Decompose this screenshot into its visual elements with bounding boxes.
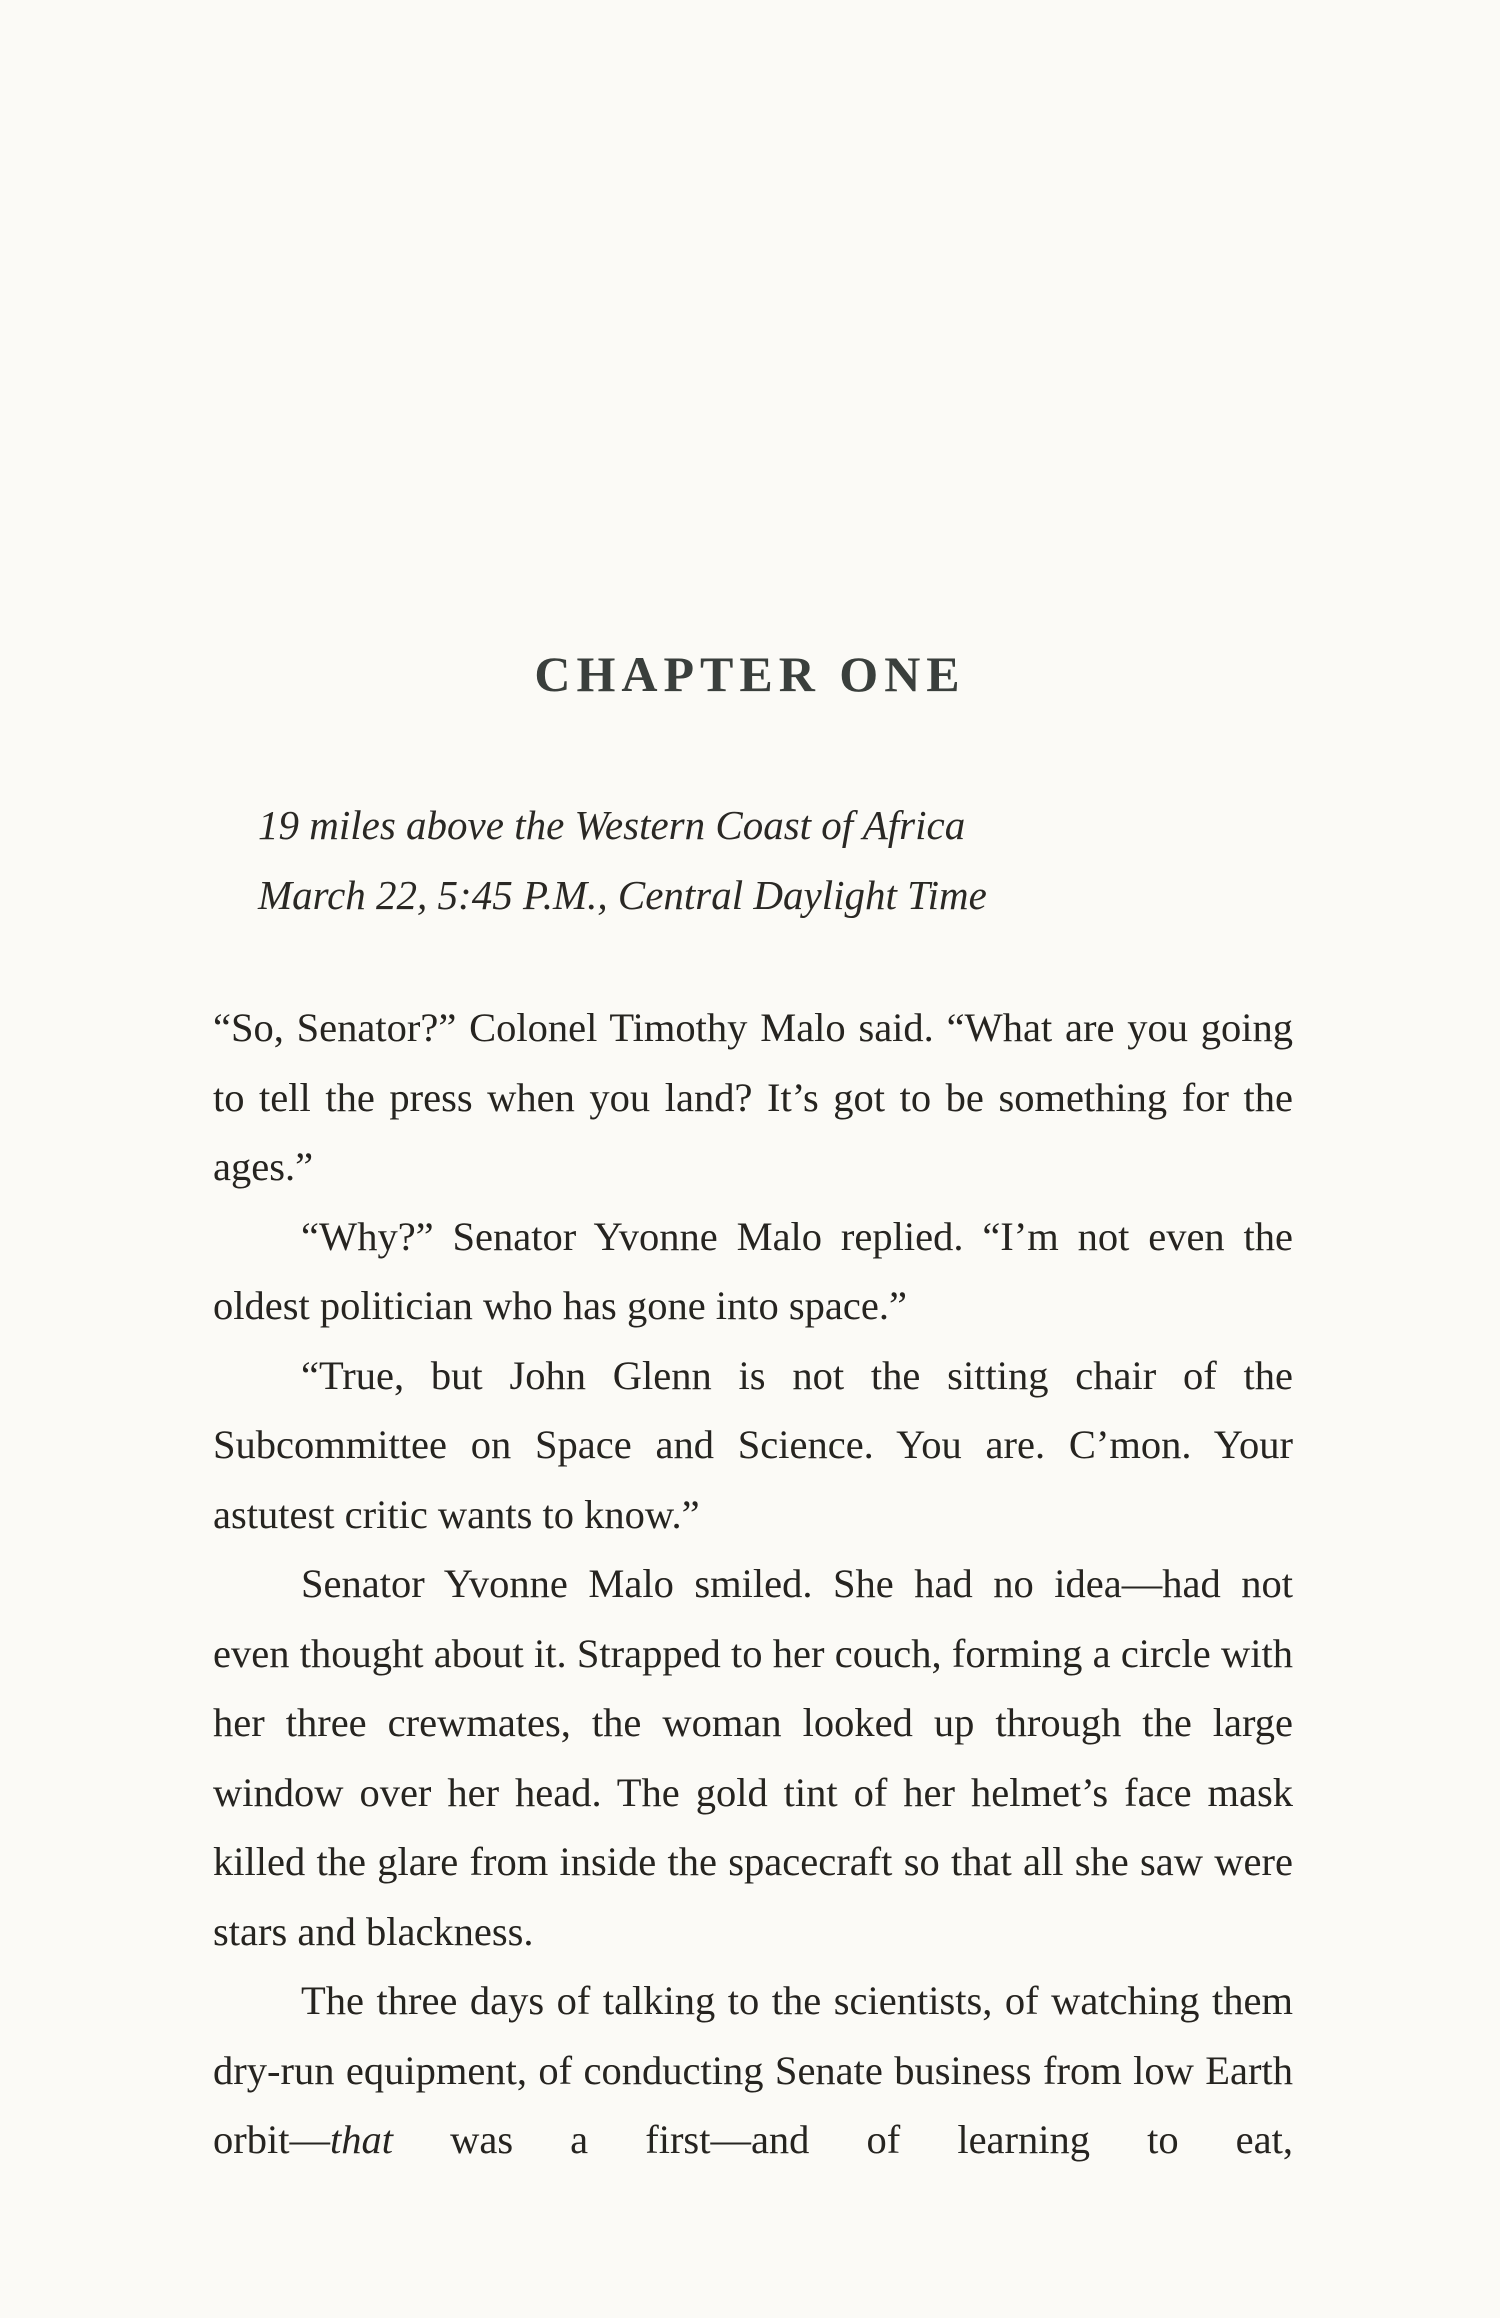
paragraph-5-start: The three days of talking to the scientists, of watching them dry-run equipment, of conducting Senate business from low Earth orbit— [213,1978,1293,2162]
dateline-time: March 22, 5:45 P.M., Central Daylight Time [258,872,987,918]
paragraph-2: “Why?” Senator Yvonne Malo replied. “I’m not even the oldest politician who has gone into space.” [213,1213,1293,1328]
paragraph-5 [213,1966,1293,2175]
paragraph-5-end: was a first—and of learning to eat, [393,2117,1293,2162]
dateline-location: 19 miles above the Western Coast of Africa [258,802,966,848]
paragraph-1: “So, Senator?” Colonel Timothy Malo said. “What are you going to tell the press when you land? It’s got to be something for the ages.” [213,1005,1293,1189]
chapter-title: CHAPTER ONE [534,646,966,702]
chapter-body [213,993,1293,2175]
paragraph-5-italic: that [330,2117,394,2162]
chapter-dateline [258,790,987,930]
paragraph-3: “True, but John Glenn is not the sitting chair of the Subcommittee on Space and Science. You are. C’mon. Your astutest critic wants to know.” [213,1352,1293,1537]
paragraph-4: Senator Yvonne Malo smiled. She had no idea—had not even thought about it. Strapped to her couch, forming a circle with her three crewmates, the woman looked up through the large window over her head. The gold tint of her helmet’s face mask killed the glare from inside the spacecraft so that all she saw were stars and blackness. [213,1561,1293,1954]
